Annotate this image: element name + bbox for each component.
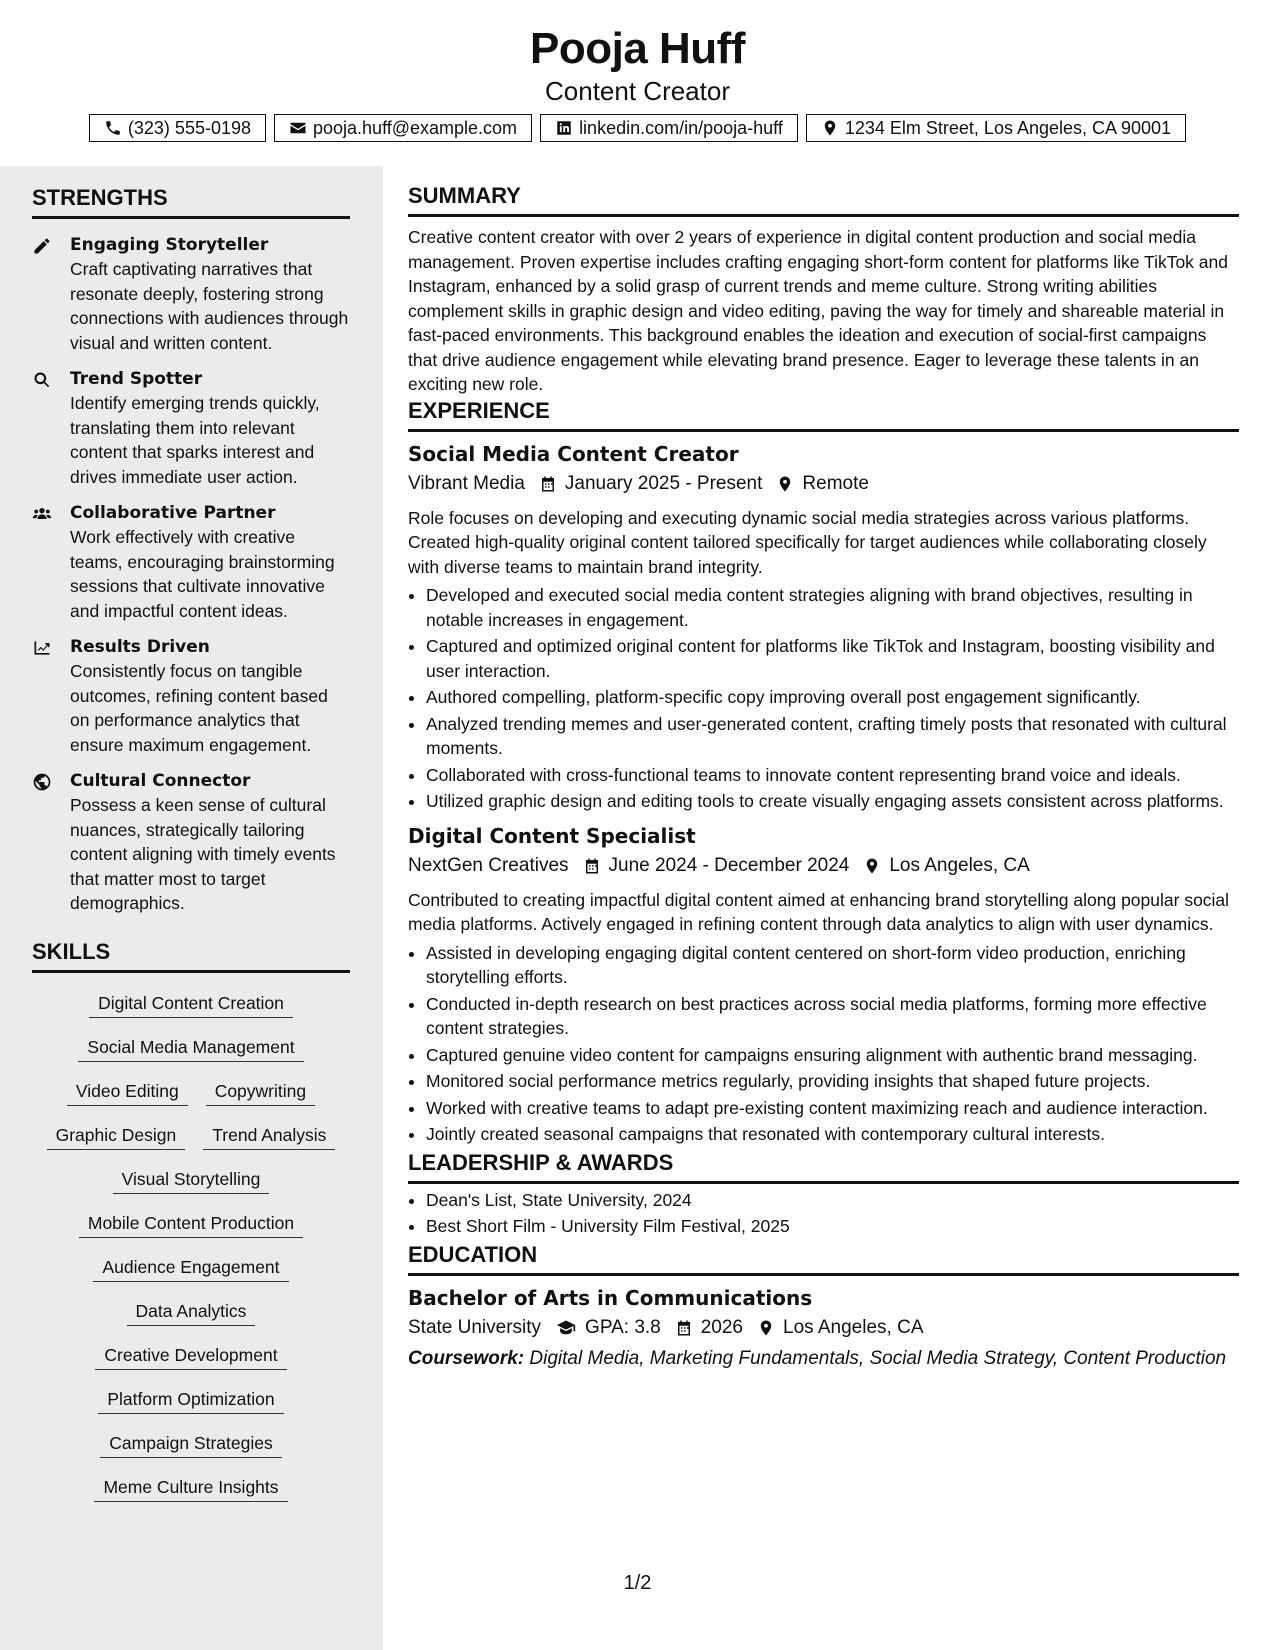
job-bullets bbox=[408, 583, 1239, 814]
summary-text: Creative content creator with over 2 years of experience in digital content production and social media management. Proven expertise includes crafting engaging short-form content for platforms like TikTok and Instagram, enhanced by a solid grasp of current trends and meme culture. Strong writing abilities complement skills in graphic design and video editing, paving the way for timely and shareable material in fast-paced environments. This background enables the ideation and execution of social-first campaigns that drive audience engagement while elevating brand presence. Eager to leverage these talents in an exciting new role. bbox=[408, 227, 1228, 394]
bullet-item: • Utilized graphic design and editing tools to create visually engaging assets consistent across platforms. bbox=[426, 789, 1239, 814]
skill-tag: Digital Content Creation bbox=[89, 991, 293, 1018]
bullet-item: • Conducted in-depth research on best practices across social media platforms, forming more effective content strategies. bbox=[426, 992, 1239, 1041]
strength-desc: Craft captivating narratives that resonate deeply, fostering strong connections with audiences through visual and written content. bbox=[70, 259, 349, 353]
contact-address[interactable] bbox=[806, 114, 1186, 142]
skill-tag: Copywriting bbox=[206, 1079, 315, 1106]
skill-tag: Meme Culture Insights bbox=[94, 1475, 287, 1502]
job-meta bbox=[408, 852, 1239, 880]
globe-icon bbox=[32, 772, 52, 792]
job-location: Remote bbox=[802, 472, 869, 494]
bullet-item: • Collaborated with cross-functional teams to innovate content representing brand voice and ideals. bbox=[426, 763, 1239, 788]
award-item: • Best Short Film - University Film Festival, 2025 bbox=[426, 1214, 1239, 1239]
strength-desc: Identify emerging trends quickly, translating them into relevant content that sparks interest and drives immediate user action. bbox=[70, 393, 320, 487]
skill-tag: Visual Storytelling bbox=[113, 1167, 270, 1194]
skill-tag: Audience Engagement bbox=[93, 1255, 288, 1282]
job-entry bbox=[408, 440, 1239, 814]
map-pin-icon bbox=[757, 1319, 775, 1337]
calendar-icon bbox=[675, 1319, 693, 1337]
bullet-item: • Authored compelling, platform-specific copy improving overall post engagement significantly. bbox=[426, 685, 1239, 710]
strength-title: Collaborative Partner bbox=[70, 503, 276, 523]
map-pin-icon bbox=[776, 475, 794, 493]
job-meta bbox=[408, 470, 1239, 498]
coursework-text: Digital Media, Marketing Fundamentals, Social Media Strategy, Content Production bbox=[529, 1347, 1227, 1369]
bullet-item: • Captured and optimized original content for platforms like TikTok and Instagram, boosting visibility and user interaction. bbox=[426, 634, 1239, 683]
sidebar bbox=[0, 166, 383, 1650]
job-description: Contributed to creating impactful digital content aimed at enhancing brand storytelling along popular social media platforms. Actively engaged in refining content through data analytics to align with user dynamics. bbox=[408, 889, 1230, 934]
coursework-label: Coursework: bbox=[408, 1347, 525, 1369]
bullet-item: • Assisted in developing engaging digital content centered on short-form video production, enriching storytelling efforts. bbox=[426, 941, 1239, 990]
calendar-icon bbox=[583, 857, 601, 875]
linkedin-text: linkedin.com/in/pooja-huff bbox=[579, 117, 783, 138]
users-icon bbox=[32, 504, 52, 524]
strength-desc: Possess a keen sense of cultural nuances, strategically tailoring content aligning with timely events that matter most to target demographics. bbox=[70, 795, 336, 913]
strength-item bbox=[32, 367, 350, 489]
job-bullets bbox=[408, 941, 1239, 1147]
skill-tag: Data Analytics bbox=[127, 1299, 256, 1326]
skill-tag: Graphic Design bbox=[47, 1123, 186, 1150]
job-entry bbox=[408, 822, 1239, 1147]
phone-text: (323) 555-0198 bbox=[127, 117, 251, 138]
strength-title: Engaging Storyteller bbox=[70, 235, 269, 255]
strength-item bbox=[32, 635, 350, 757]
strength-desc: Work effectively with creative teams, encouraging brainstorming sessions that cultivate innovative and impactful content ideas. bbox=[70, 527, 335, 621]
skill-tag: Trend Analysis bbox=[203, 1123, 335, 1150]
leadership-heading: LEADERSHIP & AWARDS bbox=[408, 1149, 1239, 1184]
graduation-year: 2026 bbox=[700, 1316, 744, 1338]
strength-title: Cultural Connector bbox=[70, 771, 251, 791]
envelope-icon bbox=[289, 119, 307, 137]
strengths-heading: STRENGTHS bbox=[32, 184, 350, 219]
job-dates: June 2024 - December 2024 bbox=[608, 854, 850, 876]
strength-title: Trend Spotter bbox=[70, 369, 203, 389]
strength-desc: Consistently focus on tangible outcomes, refining content based on performance analytics that ensure maximum engagement. bbox=[70, 661, 328, 755]
company-name: NextGen Creatives bbox=[408, 854, 569, 876]
award-item: • Dean's List, State University, 2024 bbox=[426, 1188, 1239, 1213]
strength-title: Results Driven bbox=[70, 637, 210, 657]
school-name: State University bbox=[408, 1316, 542, 1338]
bullet-item: • Developed and executed social media content strategies aligning with brand objectives, resulting in notable increases in engagement. bbox=[426, 583, 1239, 632]
coursework bbox=[408, 1346, 1239, 1371]
bullet-item: • Analyzed trending memes and user-generated content, crafting timely posts that resonated with cultural moments. bbox=[426, 712, 1239, 761]
skill-tag: Campaign Strategies bbox=[100, 1431, 281, 1458]
education-heading: EDUCATION bbox=[408, 1241, 1239, 1276]
bullet-item: • Worked with creative teams to adapt pre-existing content maximizing reach and audience interaction. bbox=[426, 1096, 1239, 1121]
job-title: Digital Content Specialist bbox=[408, 823, 696, 848]
contact-linkedin[interactable] bbox=[540, 114, 798, 142]
strength-item bbox=[32, 233, 350, 355]
strength-item bbox=[32, 501, 350, 623]
resume-header bbox=[0, 0, 1275, 166]
linkedin-icon bbox=[555, 119, 573, 137]
map-pin-icon bbox=[821, 119, 839, 137]
contact-phone[interactable] bbox=[89, 114, 266, 142]
degree-title: Bachelor of Arts in Communications bbox=[408, 1285, 813, 1310]
experience-heading: EXPERIENCE bbox=[408, 397, 1239, 432]
address-text: 1234 Elm Street, Los Angeles, CA 90001 bbox=[844, 117, 1172, 138]
skill-tag: Creative Development bbox=[95, 1343, 286, 1370]
candidate-name: Pooja Huff bbox=[530, 24, 745, 73]
education-meta bbox=[408, 1314, 1239, 1342]
phone-icon bbox=[104, 119, 122, 137]
job-location: Los Angeles, CA bbox=[889, 854, 1030, 876]
main-column bbox=[408, 182, 1239, 1371]
strength-item bbox=[32, 769, 350, 916]
contact-email[interactable] bbox=[274, 114, 532, 142]
job-title: Social Media Content Creator bbox=[408, 441, 739, 466]
chart-line-icon bbox=[32, 638, 52, 658]
search-icon bbox=[32, 370, 52, 390]
awards-list bbox=[408, 1188, 1239, 1239]
gpa-text: GPA: 3.8 bbox=[585, 1316, 661, 1338]
skills-heading: SKILLS bbox=[32, 938, 350, 973]
pencil-icon bbox=[32, 236, 52, 256]
skill-tag: Video Editing bbox=[67, 1079, 188, 1106]
bullet-item: • Monitored social performance metrics regularly, providing insights that shaped future projects. bbox=[426, 1069, 1239, 1094]
summary-heading: SUMMARY bbox=[408, 182, 1239, 217]
skill-tag: Platform Optimization bbox=[98, 1387, 283, 1414]
company-name: Vibrant Media bbox=[408, 472, 525, 494]
bullet-item: • Captured genuine video content for campaigns ensuring alignment with authentic brand messaging. bbox=[426, 1043, 1239, 1068]
graduation-cap-icon bbox=[555, 1318, 577, 1338]
calendar-icon bbox=[539, 475, 557, 493]
contact-bar bbox=[0, 114, 1275, 142]
job-description: Role focuses on developing and executing dynamic social media strategies across various platforms. Created high-quality original content tailored specifically for target audiences while collaborating closely with diverse teams to maintain brand integrity. bbox=[408, 507, 1207, 577]
skill-tag: Social Media Management bbox=[78, 1035, 303, 1062]
job-dates: January 2025 - Present bbox=[564, 472, 763, 494]
skill-tag: Mobile Content Production bbox=[79, 1211, 303, 1238]
candidate-title: Content Creator bbox=[545, 76, 730, 106]
skills-list bbox=[32, 983, 350, 1511]
page-number: 1/2 bbox=[623, 1572, 652, 1594]
map-pin-icon bbox=[863, 857, 881, 875]
email-text: pooja.huff@example.com bbox=[313, 117, 518, 138]
bullet-item: • Jointly created seasonal campaigns that resonated with contemporary cultural interests. bbox=[426, 1122, 1239, 1147]
school-location: Los Angeles, CA bbox=[783, 1316, 924, 1338]
